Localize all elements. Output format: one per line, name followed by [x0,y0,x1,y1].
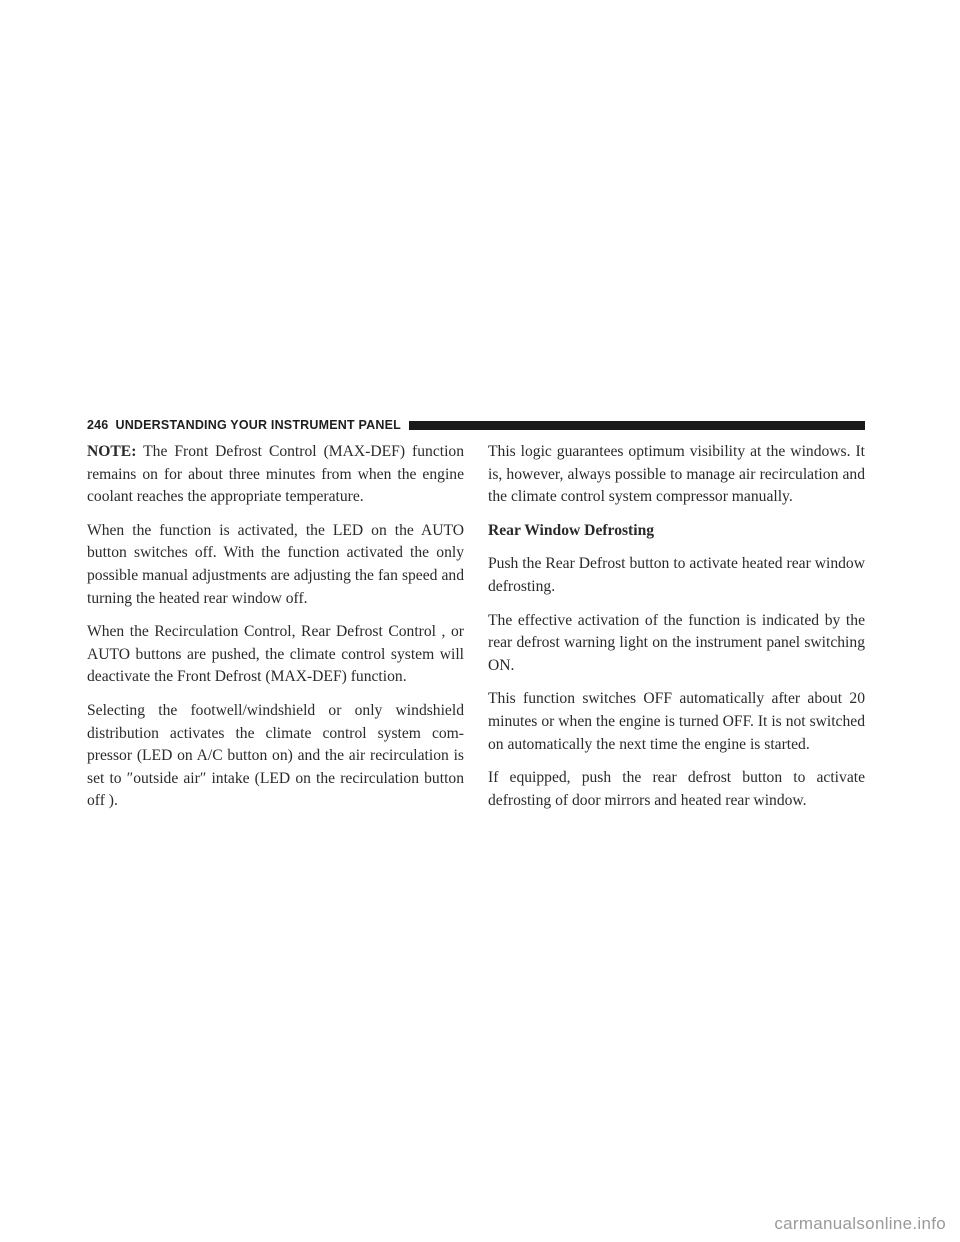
header-rule [409,421,865,430]
left-column [87,441,464,824]
note-paragraph [87,441,464,509]
note-label: NOTE: [87,443,137,460]
paragraph-push-rear-defrost: Push the Rear Defrost button to activate heated rear window defrosting. [488,555,865,595]
page-number: 246 [87,418,109,432]
paragraph-deactivate: When the Recirculation Control, Rear Defrost Control , or AUTO buttons are pushed, the climate control system will deactivate the Front Defrost (MAX-DEF) function. [87,623,464,686]
section-heading: Rear Window Defrosting [488,521,655,539]
paragraph-visibility: This logic guarantees optimum visibility at the windows. It is, however, always possible to manage air recirculation and the climate control system compressor manually. [488,443,865,506]
right-column [488,441,865,823]
watermark: carmanualsonline.info [774,1214,946,1233]
note-text: The Front Defrost Control (MAX-DEF) function remains on for about three minutes from when the engine coolant reaches the appropriate temperature. [87,443,464,506]
section-title: UNDERSTANDING YOUR INSTRUMENT PANEL [115,418,401,432]
paragraph-door-mirrors: If equipped, push the rear defrost button to activate defrosting of door mirrors and heated rear window. [488,769,865,809]
page-header [87,418,865,432]
paragraph-auto-off: This function switches OFF automatically after about 20 minutes or when the engine is turned OFF. It is not switched on automatically the next time the engine is started. [488,690,865,753]
paragraph-warning-light: The effective activation of the function is indicated by the rear defrost warning light on the instrument panel switching ON. [488,611,865,674]
paragraph-auto-led: When the function is activated, the LED on the AUTO button switches off. With the function activated the only possible manual adjustments are adjusting the fan speed and turning the heated rear window off. [87,521,464,607]
paragraph-distribution: Selecting the footwell/windshield or only windshield distribution activates the climate control system com-pressor (LED on A/C button on) and the air recirculation is set to ″outside air″ intake (LED on the recirculation button off ). [87,701,464,810]
